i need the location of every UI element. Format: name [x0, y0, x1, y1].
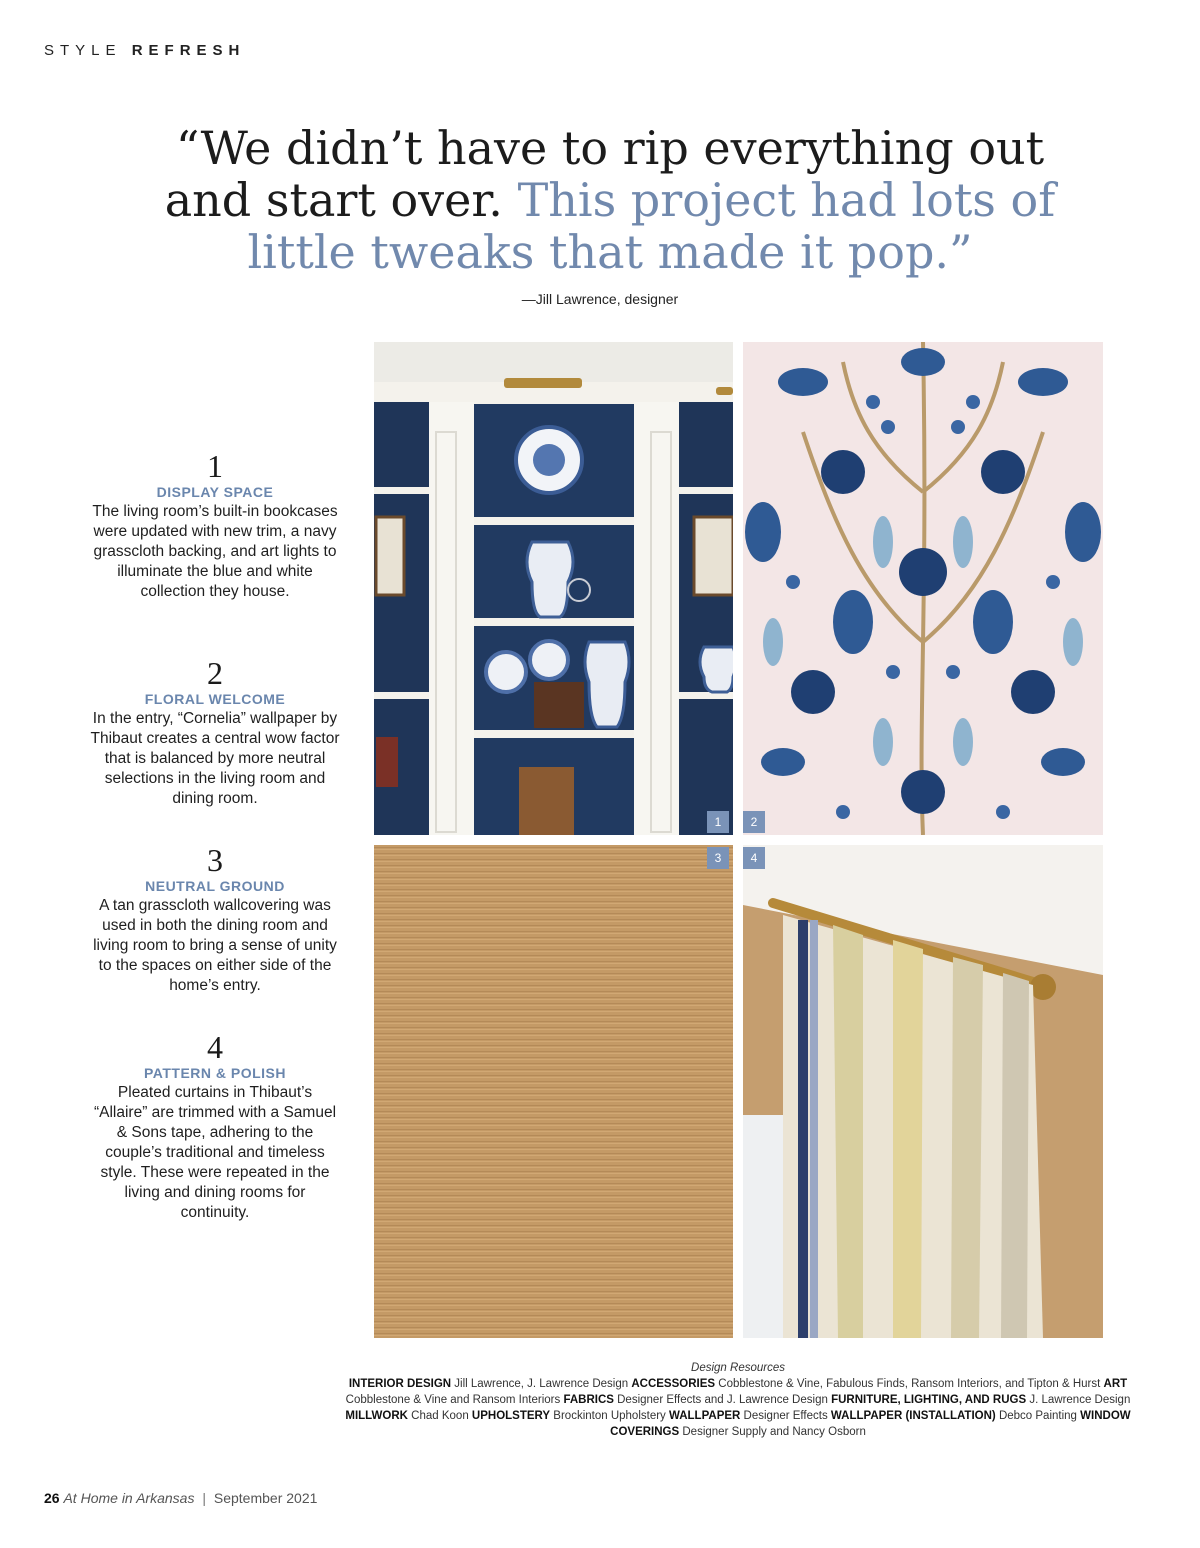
footer-separator: | [202, 1490, 206, 1506]
item-heading: NEUTRAL GROUND [145, 878, 285, 894]
photo-badge-4: 4 [743, 847, 765, 869]
design-resources-title: Design Resources [691, 1362, 785, 1374]
photo-badge-3: 3 [707, 847, 729, 869]
resource-value: Chad Koon [411, 1410, 469, 1422]
resource-value: Debco Painting [998, 1410, 1077, 1422]
quote-attribution: —Jill Lawrence, designer [521, 291, 679, 307]
magazine-name: At Home in Arkansas [63, 1490, 195, 1506]
page-footer [44, 1490, 317, 1506]
resource-value: Cobblestone & Vine, Fabulous Finds, Ransom Interiors, and Tipton & Hurst [718, 1378, 1101, 1390]
feature-item-4 [90, 1031, 340, 1223]
issue-date: September 2021 [213, 1490, 318, 1506]
photo-badge-2: 2 [743, 811, 765, 833]
resource-label: MILLWORK [345, 1410, 408, 1422]
resource-label: UPHOLSTERY [471, 1410, 551, 1422]
page-number: 26 [44, 1490, 60, 1506]
pull-quote-part-2: This project had lots of little tweaks that made it pop.” [247, 173, 1056, 279]
item-heading: FLORAL WELCOME [144, 691, 286, 707]
photo-badge-1: 1 [707, 811, 729, 833]
feature-item-1 [90, 450, 340, 602]
pull-quote-part-1: “We didn’t have to rip everything out and start over. [164, 121, 1045, 227]
resource-label: WALLPAPER [669, 1410, 741, 1422]
resource-label: FURNITURE, LIGHTING, AND RUGS [831, 1394, 1027, 1406]
resource-value: J. Lawrence Design [1029, 1394, 1131, 1406]
resource-label: WINDOW COVERINGS [610, 1410, 1131, 1438]
section-label [44, 42, 245, 59]
photo-bookcase [374, 342, 733, 835]
item-body: A tan grasscloth wallcovering was used in both the dining room and living room to bring a sense of unity to the spaces on either side of the home’s entry. [93, 897, 337, 994]
resource-label: WALLPAPER (INSTALLATION) [830, 1410, 996, 1422]
photo-floral-wallpaper [743, 342, 1103, 835]
curtains-illustration [743, 845, 1103, 1338]
resource-value: Designer Effects [743, 1410, 828, 1422]
pull-quote [160, 122, 1060, 278]
item-number: 4 [207, 1029, 223, 1065]
item-heading: PATTERN & POLISH [143, 1065, 287, 1081]
section-label-bold: REFRESH [131, 42, 246, 59]
resource-value: Jill Lawrence, J. Lawrence Design [454, 1378, 629, 1390]
resource-value: Brockinton Upholstery [553, 1410, 666, 1422]
resource-label: ART [1103, 1378, 1128, 1390]
item-body: In the entry, “Cornelia” wallpaper by Thibaut creates a central wow factor that is balanced by more neutral selections in the living room and dining room. [90, 710, 340, 807]
resource-value: Designer Effects and J. Lawrence Design [617, 1394, 828, 1406]
photo-curtains [743, 845, 1103, 1338]
item-body: The living room’s built-in bookcases were updated with new trim, a navy grasscloth backing, and art lights to illuminate the blue and white collection they house. [92, 503, 338, 600]
bookcase-illustration [374, 342, 733, 835]
design-resources [340, 1360, 1136, 1440]
floral-wallpaper-illustration [743, 342, 1103, 835]
item-number: 2 [207, 655, 223, 691]
resource-value: Cobblestone & Vine and Ransom Interiors [345, 1394, 561, 1406]
feature-item-3 [90, 844, 340, 996]
item-number: 1 [207, 448, 223, 484]
resource-value: Designer Supply and Nancy Osborn [682, 1426, 866, 1438]
resource-label: ACCESSORIES [631, 1378, 716, 1390]
item-heading: DISPLAY SPACE [156, 484, 274, 500]
resource-label: FABRICS [563, 1394, 614, 1406]
item-body: Pleated curtains in Thibaut’s “Allaire” are trimmed with a Samuel & Sons tape, adhering to the couple’s traditional and timeless style. These were repeated in the living and dining rooms for continuity. [93, 1084, 337, 1221]
item-number: 3 [207, 842, 223, 878]
photo-grasscloth [374, 845, 733, 1338]
section-label-light: STYLE [44, 42, 122, 59]
resource-label: INTERIOR DESIGN [348, 1378, 452, 1390]
feature-item-2 [90, 657, 340, 809]
grasscloth-illustration [374, 845, 733, 1338]
